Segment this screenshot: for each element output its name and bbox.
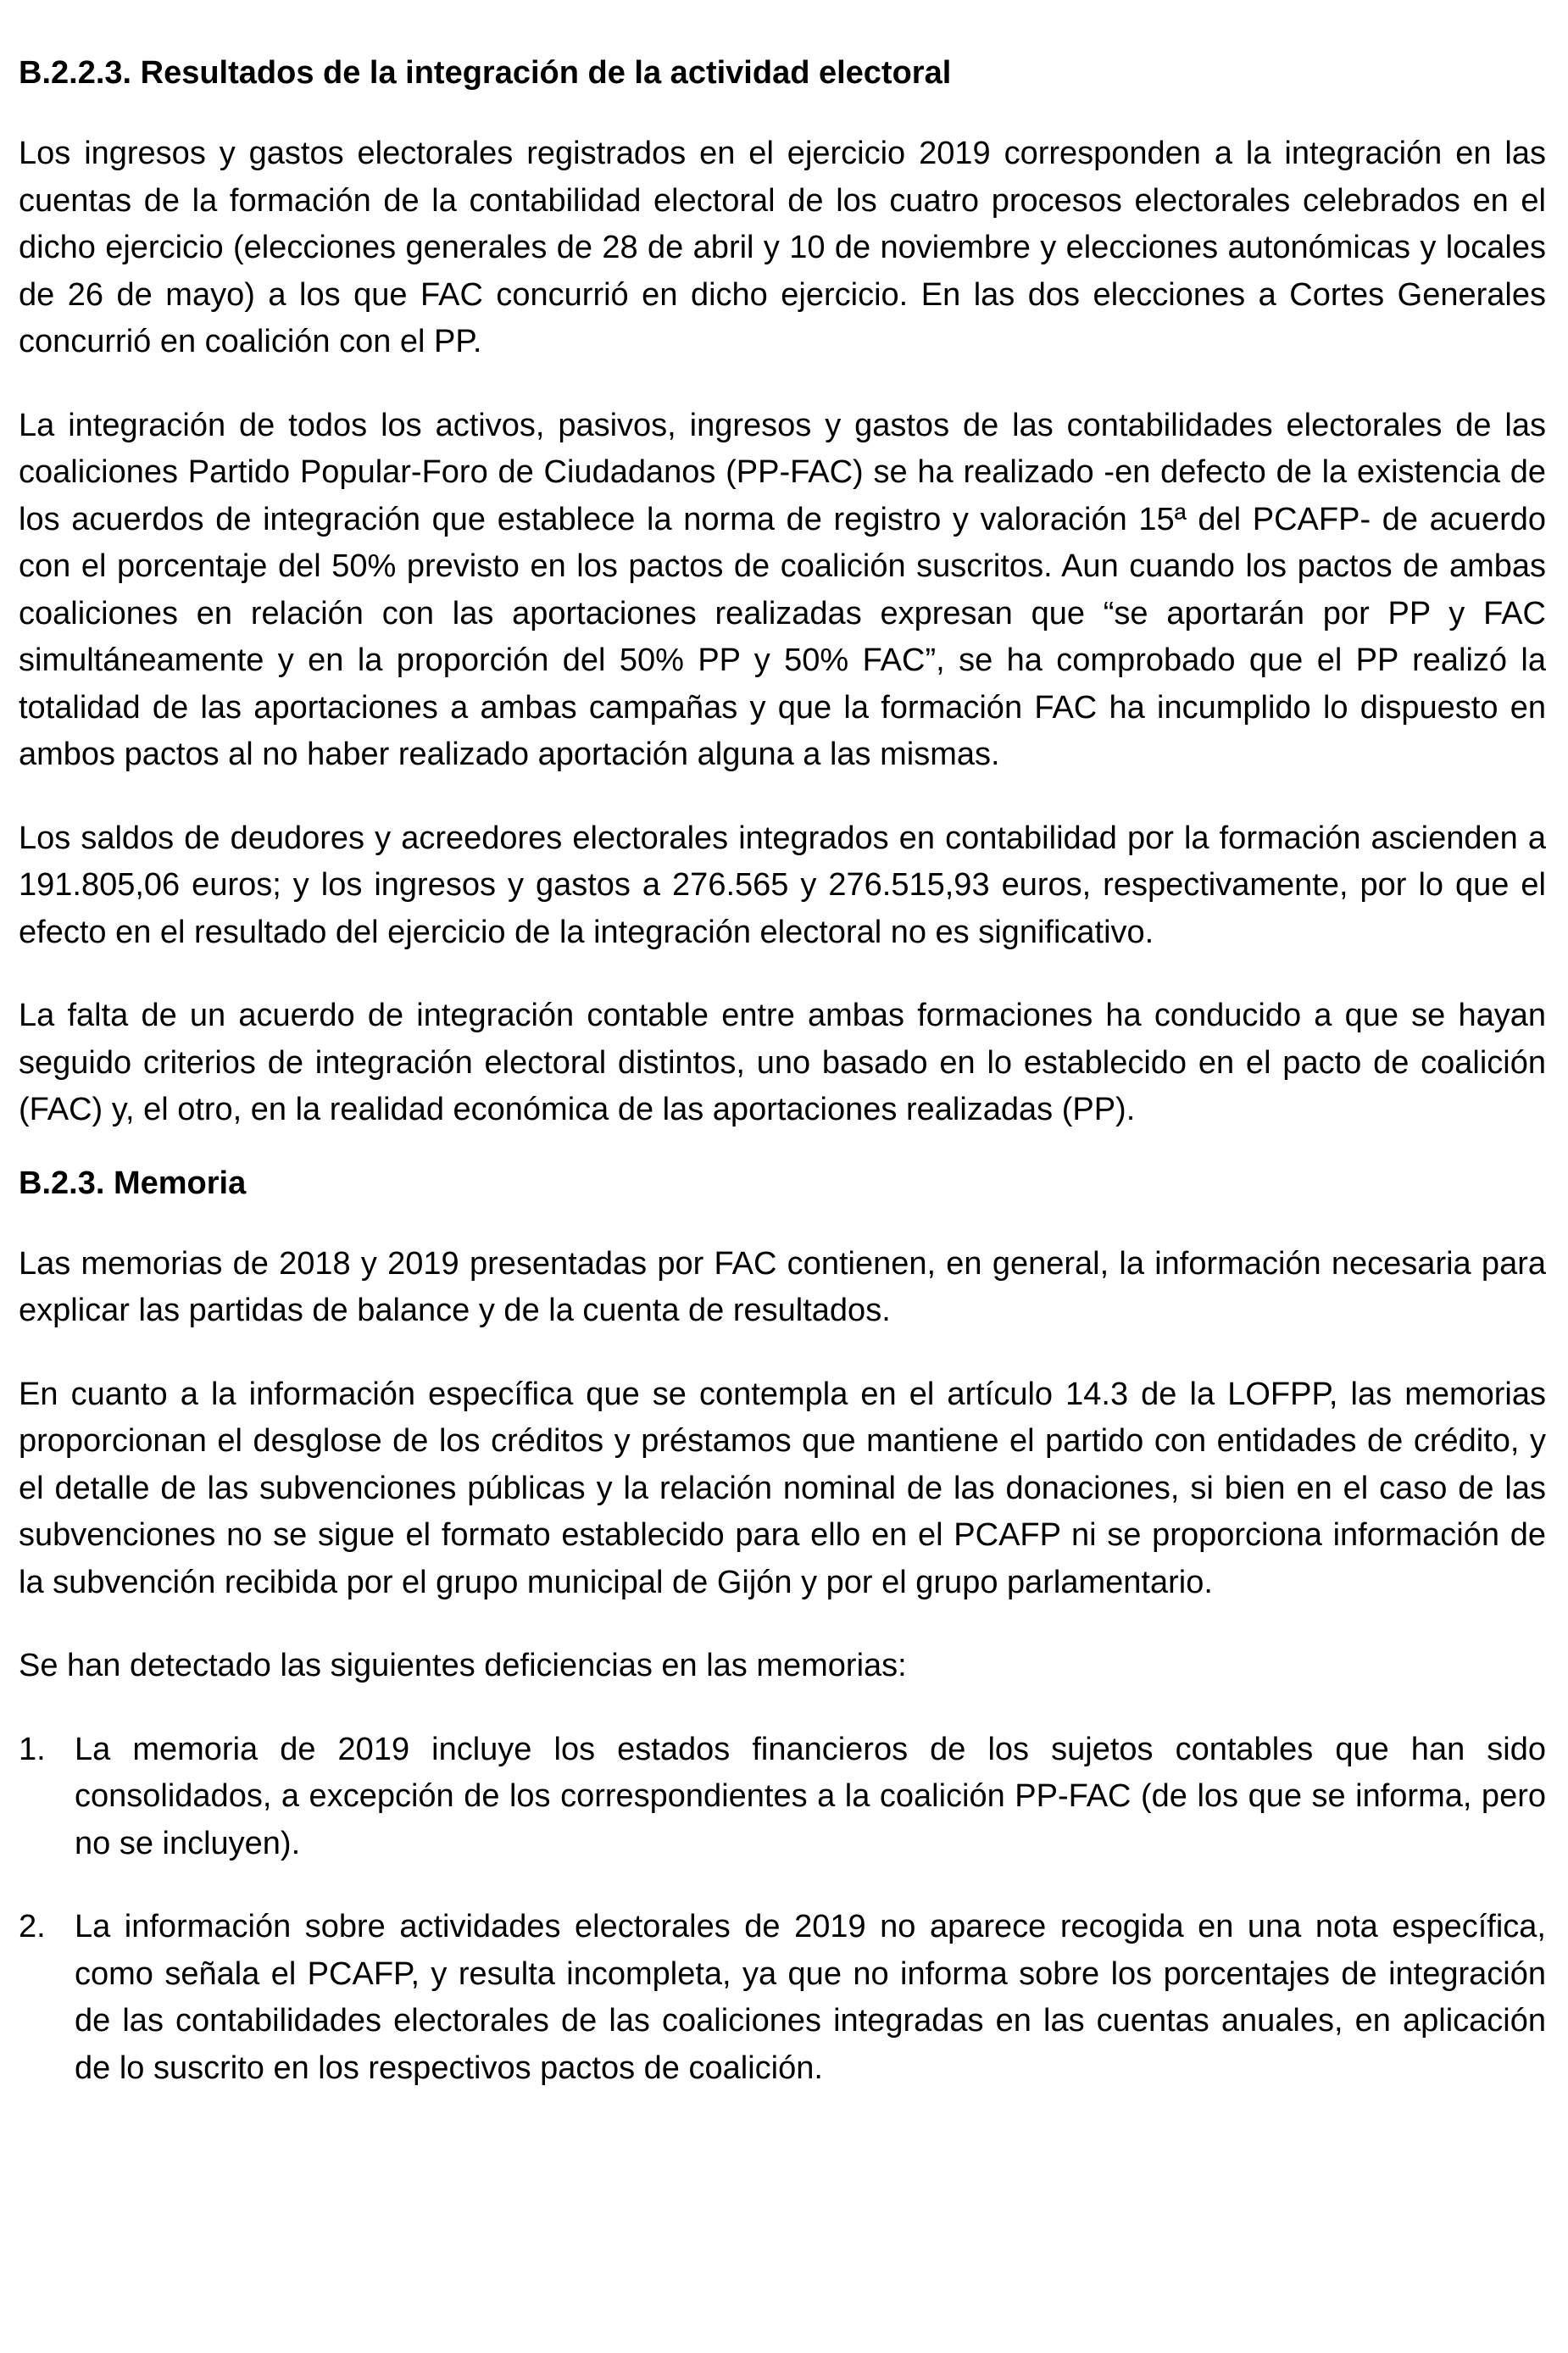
paragraph-memorias-2018-2019: Las memorias de 2018 y 2019 presentadas por FAC contienen, en general, la información necesaria para explicar las partidas de balance y de la cuenta de resultados. <box>19 1245 1546 1328</box>
section-heading-memoria: B.2.3. Memoria <box>19 1165 247 1201</box>
list-item <box>19 1727 1546 1868</box>
deficiencies-list <box>19 1727 1546 2093</box>
list-item-text: La memoria de 2019 incluye los estados financieros de los sujetos contables que han sido consolidados, a excepción de los correspondientes a la coalición PP-FAC (de los que se informa, pero no se incluyen). <box>75 1731 1546 1861</box>
list-item-number: 2. <box>19 1909 46 1944</box>
list-item-number: 1. <box>19 1731 46 1767</box>
list-item-text: La información sobre actividades electorales de 2019 no aparece recogida en una nota específica, como señala el PCAFP, y resulta incompleta, ya que no informa sobre los porcentajes de integración de las contabilidades electorales de las coaliciones integradas en las cuentas anuales, en aplicación de lo suscrito en los respectivos pactos de coalición. <box>75 1909 1546 2086</box>
paragraph-saldos: Los saldos de deudores y acreedores electorales integrados en contabilidad por la formación ascienden a 191.805,06 euros; y los ingresos y gastos a 276.565 y 276.515,93 euros, respectivamente, por lo que el efecto en el resultado del ejercicio de la integración electoral no es significativo. <box>19 820 1546 950</box>
paragraph-deficiencias-intro: Se han detectado las siguientes deficiencias en las memorias: <box>19 1648 907 1683</box>
section-heading-resultados: B.2.2.3. Resultados de la integración de la actividad electoral <box>19 55 952 91</box>
paragraph-informacion-especifica: En cuanto a la información específica que se contempla en el artículo 14.3 de la LOFPP, las memorias proporcionan el desglose de los créditos y préstamos que mantiene el partido con entidades de crédito, y el detalle de las subvenciones públicas y la relación nominal de las donaciones, si bien en el caso de las subvenciones no se sigue el formato establecido para ello en el PCAFP ni se proporciona información de la subvención recibida por el grupo municipal de Gijón y por el grupo parlamentario. <box>19 1376 1546 1600</box>
paragraph-ingresos-gastos: Los ingresos y gastos electorales registrados en el ejercicio 2019 corresponden a la integración en las cuentas de la formación de la contabilidad electoral de los cuatro procesos electorales celebrados en el dicho ejercicio (elecciones generales de 28 de abril y 10 de noviembre y elecciones autonómicas y locales de 26 de mayo) a los que FAC concurrió en dicho ejercicio. En las dos elecciones a Cortes Generales concurrió en coalición con el PP. <box>19 136 1546 359</box>
paragraph-integracion-activos: La integración de todos los activos, pasivos, ingresos y gastos de las contabilidades electorales de las coaliciones Partido Popular-Foro de Ciudadanos (PP-FAC) se ha realizado -en defecto de la existencia de los acuerdos de integración que establece la norma de registro y valoración 15ª del PCAFP- de acuerdo con el porcentaje del 50% previsto en los pactos de coalición suscritos. Aun cuando los pactos de ambas coaliciones en relación con las aportaciones realizadas expresan que “se aportarán por PP y FAC simultáneamente y en la proporción del 50% PP y 50% FAC”, se ha comprobado que el PP realizó la totalidad de las aportaciones a ambas campañas y que la formación FAC ha incumplido lo dispuesto en ambos pactos al no haber realizado aportación alguna a las mismas. <box>19 407 1546 772</box>
list-item <box>19 1904 1546 2092</box>
paragraph-falta-acuerdo: La falta de un acuerdo de integración contable entre ambas formaciones ha conducido a que se hayan seguido criterios de integración electoral distintos, uno basado en lo establecido en el pacto de coalición (FAC) y, el otro, en la realidad económica de las aportaciones realizadas (PP). <box>19 998 1546 1127</box>
document-page <box>19 49 1546 2092</box>
